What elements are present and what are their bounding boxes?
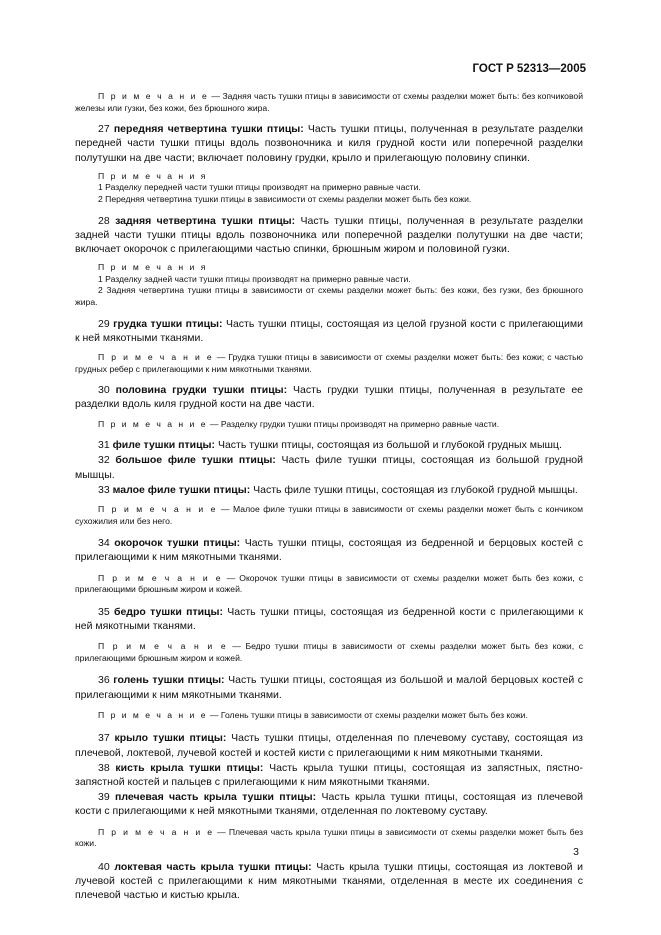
note-label: П р и м е ч а н и е — [98, 91, 209, 101]
note-label: П р и м е ч а н и е — [98, 826, 215, 837]
note-27-1: 1 Разделку передней части тушки птицы производят на примерно равные части. — [98, 182, 421, 193]
term-title: голень тушки птицы: — [113, 674, 225, 687]
term-number: 40 — [98, 860, 115, 873]
term-36 — [75, 673, 583, 701]
term-title: кисть крыла тушки птицы: — [115, 761, 264, 774]
note-27-2: 2 Передняя четвертина тушки птицы в зависимости от схемы разделки может быть без кожи. — [98, 193, 472, 204]
term-definition: Часть тушки птицы, состоящая из бедренной и берцовых костей с прилегающими к ним мякотными тканями. — [75, 537, 583, 564]
term-number: 34 — [98, 537, 115, 550]
term-35 — [75, 605, 583, 633]
term-37 — [75, 731, 583, 759]
term-31 — [75, 438, 583, 452]
term-title: малое филе тушки птицы: — [112, 483, 251, 496]
term-title: филе тушки птицы: — [112, 439, 216, 452]
term-definition: Часть тушки птицы, состоящая из большой и малой берцовых костей с прилегающими к ним мякотными тканями. — [75, 674, 584, 701]
term-definition: Часть грудки тушки птицы, полученная в результате ее разделки вдоль киля грудной кости на две части. — [75, 384, 584, 411]
notes-27-label: П р и м е ч а н и я — [98, 170, 208, 181]
term-number: 37 — [98, 732, 115, 745]
note-text: — Окорочок тушки птицы в зависимости от схемы разделки может быть без кожи, с прилегающими брюшным жиром и кожей. — [75, 572, 583, 595]
term-30 — [75, 383, 583, 411]
term-39 — [75, 790, 583, 818]
note-label: П р и м е ч а н и е — [98, 709, 208, 720]
term-27 — [75, 122, 583, 165]
term-definition: Часть крыла тушки птицы, состоящая из запястных, пястно-запястной костей и пальцев с прилегающими к ним мякотными тканями. — [75, 761, 584, 788]
term-definition: Часть крыла тушки птицы, состоящая из плечевой кости с прилегающими к ней мякотными тканями, отделенная по локтевому суставу. — [75, 791, 584, 818]
term-32 — [75, 453, 583, 481]
term-definition: Часть тушки птицы, полученная в результате разделки передней части тушки птицы вдоль позвоночника и киля грудной кости или поперечной разделки полутушки на две части; включает половину грудки, крыло и прилегающую половину спинки. — [75, 123, 583, 164]
note-text: — Голень тушки птицы в зависимости от схемы разделки может быть без кожи. — [207, 709, 528, 720]
term-definition: Часть тушки птицы, состоящая из бедренной кости с прилегающими к ней мякотными тканями. — [75, 605, 583, 632]
document-body — [75, 91, 583, 902]
note-33 — [75, 504, 583, 527]
note-29 — [75, 352, 583, 375]
notes-28-label: П р и м е ч а н и я — [98, 262, 208, 273]
note-28-2: 2 Задняя четвертина тушки птицы в зависимости от схемы разделки может быть: без кожи, без гузки, без брюшного жира. — [75, 285, 583, 307]
note-34 — [75, 573, 583, 596]
term-title: крыло тушки птицы: — [114, 732, 227, 745]
term-number: 39 — [98, 791, 116, 804]
term-38 — [75, 761, 583, 789]
term-definition: Часть тушки птицы, состоящая из большой и глубокой грудных мышц. — [215, 439, 562, 452]
term-number: 35 — [98, 605, 114, 618]
term-number: 36 — [98, 674, 114, 687]
term-number: 30 — [98, 384, 116, 397]
note-text: — Плечевая часть крыла тушки птицы в зависимости от схемы разделки может быть без кожи. — [75, 826, 584, 849]
note-26 — [75, 91, 583, 114]
term-definition: Часть тушки птицы, отделенная по плечевому суставу, состоящая из плечевой, локтевой, лучевой костей и костей кисти с прилегающими к ним мякотными тканями. — [75, 732, 583, 759]
document-code: ГОСТ Р 52313—2005 — [472, 63, 586, 75]
term-title: половина грудки тушки птицы: — [115, 384, 288, 397]
term-number: 33 — [98, 483, 113, 496]
note-label: П р и м е ч а н и е — [98, 503, 218, 514]
term-title: окорочок тушки птицы: — [114, 537, 241, 550]
term-number: 31 — [98, 439, 113, 452]
term-title: передняя четвертина тушки птицы: — [113, 123, 304, 136]
term-definition: Часть тушки птицы, состоящая из целой грузной кости с прилегающими к ней мякотными тканями. — [75, 317, 583, 344]
term-definition: Часть филе тушки птицы, состоящая из глубокой грудной мышцы. — [250, 483, 578, 496]
term-title: большое филе тушки птицы: — [115, 454, 276, 467]
note-text: — Разделку грудки тушки птицы производят на примерно равные части. — [207, 418, 500, 429]
term-number: 32 — [98, 454, 116, 467]
term-title: локтевая часть крыла тушки птицы: — [114, 860, 312, 873]
term-number: 29 — [98, 317, 114, 330]
term-definition: Часть крыла тушки птицы, состоящая из локтевой и лучевой костей с прилегающими к ним мякотными тканями, отделенная в месте их соединения с плечевой частью и кистью крыла. — [75, 860, 583, 902]
note-text: — Грудка тушки птицы в зависимости от схемы разделки может быть: без кожи; с частью грудных ребер с прилегающими к ним мякотными тканями. — [75, 351, 583, 374]
note-28-1: 1 Разделку задней части тушки птицы производят на примерно равные части. — [98, 273, 411, 284]
note-label: П р и м е ч а н и е — [98, 418, 208, 429]
note-30 — [75, 419, 583, 431]
note-text: — Малое филе тушки птицы в зависимости от схемы разделки может быть с кончиком сухожилия или без него. — [75, 503, 583, 526]
term-title: плечевая часть крыла тушки птицы: — [115, 791, 317, 804]
term-number: 28 — [98, 214, 116, 227]
term-33 — [75, 483, 583, 497]
note-label: П р и м е ч а н и е — [98, 641, 228, 652]
term-28 — [75, 214, 583, 257]
term-29 — [75, 317, 583, 345]
note-label: П р и м е ч а н и е — [98, 351, 214, 362]
term-definition: Часть филе тушки птицы, состоящая из большой грудной мышцы. — [75, 454, 583, 481]
term-title: бедро тушки птицы: — [113, 605, 223, 618]
note-text: — Задняя часть тушки птицы в зависимости от схемы разделки может быть: без копчиковой железы или гузки, без кожи, без брюшного жира. — [75, 91, 584, 113]
note-36 — [75, 710, 583, 722]
term-34 — [75, 536, 583, 564]
note-35 — [75, 641, 583, 664]
page-number: 3 — [573, 846, 579, 858]
term-title: задняя четвертина тушки птицы: — [115, 214, 296, 227]
term-number: 38 — [98, 761, 116, 774]
term-definition: Часть тушки птицы, полученная в результате разделки задней части тушки птицы вдоль позвоночника или поперечной разделки полутушки на две части; включает окорочок с прилегающими частью спинки, брюшным жиром и половиной гузки. — [75, 214, 583, 255]
term-number: 27 — [98, 123, 114, 136]
note-label: П р и м е ч а н и е — [98, 572, 223, 583]
term-40 — [75, 860, 583, 903]
note-text: — Бедро тушки птицы в зависимости от схемы разделки может быть без кожи, с прилегающими брюшным жиром и кожей. — [75, 641, 584, 663]
note-39 — [75, 827, 583, 850]
term-title: грудка тушки птицы: — [113, 317, 223, 330]
